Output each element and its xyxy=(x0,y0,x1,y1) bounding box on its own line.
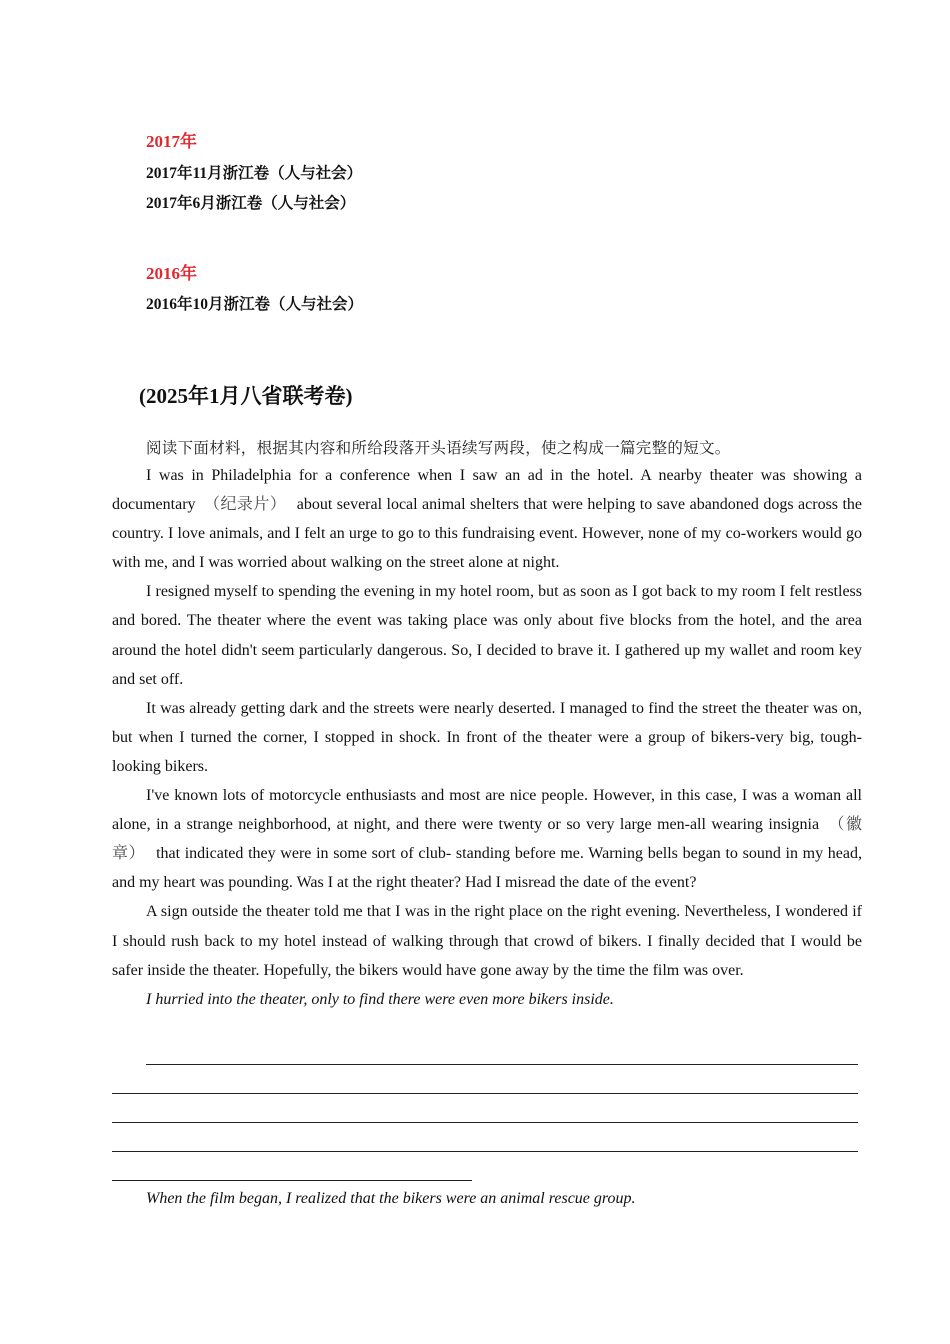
paragraph-1-part-a: I was in Philadelphia for a conference when I saw an ad in the hotel. A nearby theater was showing a documentary xyxy=(112,467,862,514)
continuation-prompt-2: When the film began, I realized that the bikers were an animal rescue group. xyxy=(146,1190,636,1207)
gloss-insignia: （徽章） xyxy=(112,816,862,863)
answer-line-5 xyxy=(112,1180,472,1181)
source-2017-11: 2017年11月浙江卷（人与社会） xyxy=(146,165,363,182)
exam-heading: (2025年1月八省联考卷) xyxy=(139,384,353,408)
answer-line-2 xyxy=(112,1093,858,1094)
source-2017-6: 2017年6月浙江卷（人与社会） xyxy=(146,195,356,212)
gloss-documentary: （纪录片） xyxy=(204,496,287,514)
instruction-text: 阅读下面材料，根据其内容和所给段落开头语续写两段，使之构成一篇完整的短文。 xyxy=(146,440,731,457)
paragraph-4-part-b: that indicated they were in some sort of club- standing before me. Warning bells began to sound in my head, and my heart was pounding. Was I at the right theater? Had I misread the date of the event? xyxy=(112,845,862,892)
source-2016-10: 2016年10月浙江卷（人与社会） xyxy=(146,296,364,313)
answer-line-3 xyxy=(112,1122,858,1123)
paragraph-4 xyxy=(112,781,862,897)
passage xyxy=(112,461,862,1014)
answer-line-1 xyxy=(146,1064,858,1065)
answer-line-4 xyxy=(112,1151,858,1152)
paragraph-4-part-a: I've known lots of motorcycle enthusiasts and most are nice people. However, in this case, I was a woman all alone, in a strange neighborhood, at night, and there were twenty or so very large men-all wearing insignia xyxy=(112,787,862,834)
year-heading-2017: 2017年 xyxy=(146,132,197,151)
year-heading-2016: 2016年 xyxy=(146,264,197,283)
paragraph-1 xyxy=(112,461,862,577)
paragraph-1-part-b: about several local animal shelters that were helping to save abandoned dogs across the country. I love animals, and I felt an urge to go to this fundraising event. However, none of my co-workers would go with me, and I was worried about walking on the street alone at night. xyxy=(112,496,863,572)
paragraph-2: I resigned myself to spending the evening in my hotel room, but as soon as I got back to my room I felt restless and bored. The theater where the event was taking place was only about five blocks from the hotel, and the area around the hotel didn't seem particularly dangerous. So, I decided to brave it. I gathered up my wallet and room key and set off. xyxy=(112,583,862,688)
continuation-prompt-1: I hurried into the theater, only to find there were even more bikers inside. xyxy=(146,990,614,1008)
paragraph-5: A sign outside the theater told me that I was in the right place on the right evening. Nevertheless, I wondered if I should rush back to my hotel instead of walking through that crowd of bikers. I finally decided that I would be safer inside the theater. Hopefully, the bikers would have gone away by the time the film was over. xyxy=(112,903,862,979)
paragraph-3: It was already getting dark and the streets were nearly deserted. I managed to find the street the theater was on, but when I turned the corner, I stopped in shock. In front of the theater were a group of bikers-very big, tough-looking bikers. xyxy=(112,699,862,775)
